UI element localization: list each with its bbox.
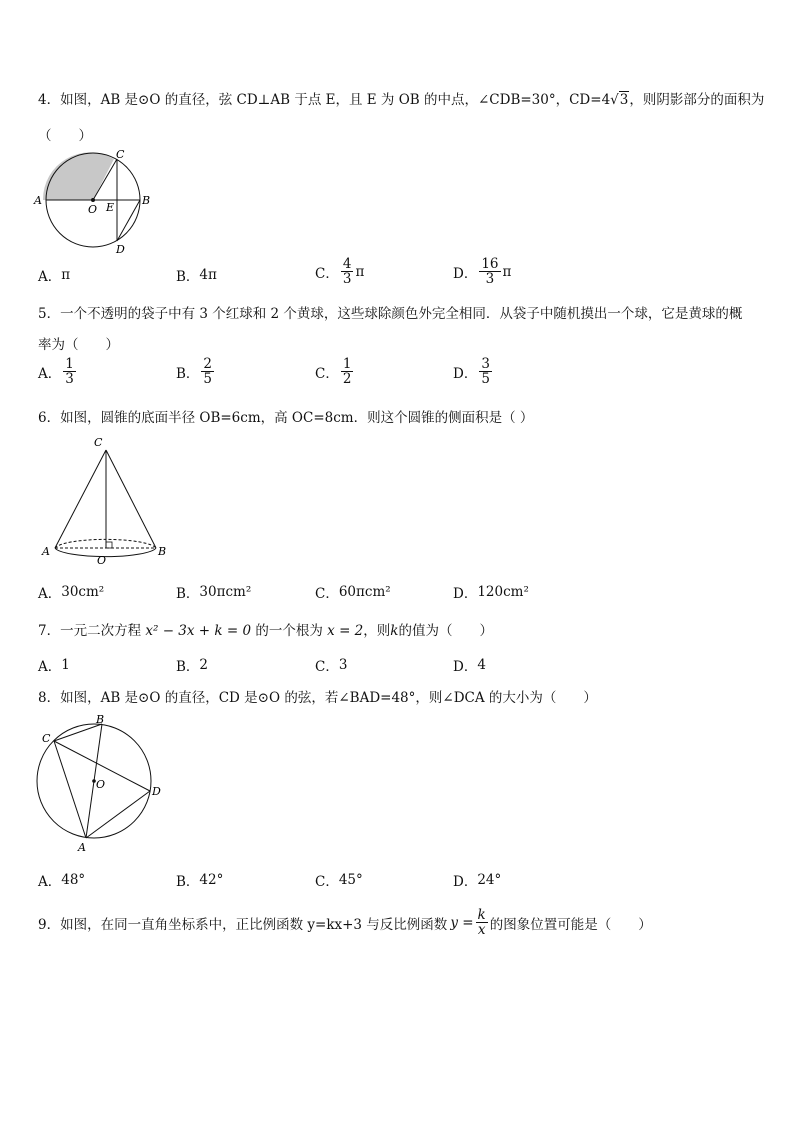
question-4-stem: 4．如图，AB 是⊙O 的直径，弦 CD⊥AB 于点 E，且 E 为 OB 的中点，∠CDB=30°，CD=4√3，则阴影部分的面积为	[38, 92, 765, 108]
label-b: B	[142, 194, 151, 207]
q4-option-a[interactable]: A． π	[38, 267, 71, 285]
question-4-figure	[30, 145, 160, 260]
question-9-stem: 9．如图，在同一直角坐标系中，正比例函数 y=kx+3 与反比例函数 y = $\frac{k}{x}$ 的图象位置可能是（ ）	[38, 907, 652, 939]
q7-option-c[interactable]: C． 3	[315, 657, 348, 675]
right-angle-mark	[106, 542, 112, 548]
question-8-figure	[32, 712, 167, 857]
q7-option-d[interactable]: D． 4	[453, 657, 486, 675]
q6-option-d[interactable]: D． 120cm²	[453, 584, 529, 602]
q4-option-d[interactable]: D． $\frac{16}{3}$ π	[453, 256, 512, 288]
q8-option-b[interactable]: B． 42°	[176, 872, 224, 890]
label-o: O	[96, 778, 106, 791]
label-a: A	[42, 545, 50, 558]
question-5-stem-line1: 5．一个不透明的袋子中有 3 个红球和 2 个黄球，这些球除颜色外完全相同．从袋子中随机摸出一个球，它是黄球的概	[38, 306, 743, 322]
q5-option-b[interactable]: B． $\frac{2}{5}$	[176, 356, 213, 388]
fraction: $\frac{1}{2}$	[342, 356, 352, 388]
label-b: B	[158, 545, 167, 558]
question-7-stem: 7．一元二次方程 x² − 3x + k = 0 的一个根为 x = 2，则k的值为（ ）	[38, 623, 493, 639]
q6-option-a[interactable]: A． 30cm²	[38, 584, 105, 602]
q8-option-c[interactable]: C． 45°	[315, 872, 363, 890]
fraction: $\frac{4}{3}$	[342, 256, 352, 288]
label-o: O	[97, 554, 107, 567]
q8-option-a[interactable]: A． 48°	[38, 872, 86, 890]
q7-option-b[interactable]: B． 2	[176, 657, 209, 675]
sqrt-symbol: √3	[610, 92, 629, 108]
segment-db	[117, 200, 140, 241]
question-5-stem-line2: 率为（ ）	[38, 337, 119, 353]
q5-option-c[interactable]: C． $\frac{1}{2}$	[315, 356, 352, 388]
fraction: $\frac{1}{3}$	[65, 356, 74, 388]
q5-option-d[interactable]: D． $\frac{3}{5}$	[453, 356, 490, 388]
label-d: D	[116, 243, 125, 256]
q7-option-a[interactable]: A． 1	[38, 657, 70, 675]
q5-option-a[interactable]: A． $\frac{1}{3}$	[38, 356, 74, 388]
question-4-blank: （ ）	[38, 128, 92, 144]
center-dot	[91, 198, 95, 202]
cone-edge-right	[106, 450, 156, 548]
question-6-cone-figure	[38, 430, 173, 570]
question-6-stem: 6．如图，圆锥的底面半径 OB=6cm，高 OC=8cm．则这个圆锥的侧面积是（ ）	[38, 410, 534, 426]
question-8-stem: 8．如图，AB 是⊙O 的直径，CD 是⊙O 的弦，若∠BAD=48°，则∠DCA 的大小为（ ）	[38, 690, 597, 706]
q8-option-d[interactable]: D． 24°	[453, 872, 502, 890]
label-a: A	[78, 841, 86, 854]
q6-option-b[interactable]: B． 30πcm²	[176, 584, 252, 602]
label-d: D	[152, 785, 161, 798]
fraction: $\frac{k}{x}$	[477, 907, 486, 939]
q4-option-b[interactable]: B． 4π	[176, 267, 217, 285]
cone-edge-left	[55, 450, 106, 548]
shaded-region	[43, 152, 114, 200]
equation: x² − 3x + k = 0	[145, 623, 252, 639]
label-e: E	[106, 201, 115, 214]
q6-option-c[interactable]: C． 60πcm²	[315, 584, 391, 602]
fraction: $\frac{2}{5}$	[203, 356, 213, 388]
root-value: x = 2	[327, 623, 364, 639]
label-o: O	[88, 203, 98, 216]
fraction: $\frac{3}{5}$	[481, 356, 490, 388]
label-b: B	[96, 713, 105, 726]
q4-option-c[interactable]: C． $\frac{4}{3}$ π	[315, 256, 365, 288]
label-a: A	[34, 194, 42, 207]
label-c: C	[116, 148, 125, 161]
label-c: C	[94, 436, 103, 449]
label-c: C	[42, 732, 51, 745]
fraction: $\frac{16}{3}$	[481, 256, 499, 288]
